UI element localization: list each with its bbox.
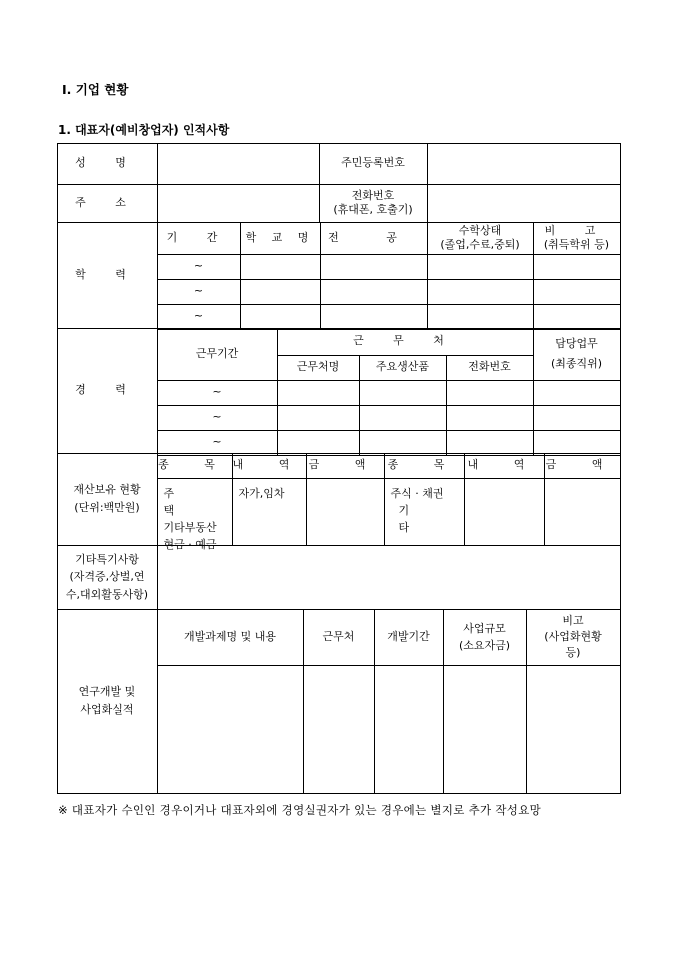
asset-header xyxy=(232,453,307,479)
footnote: ※ 대표자가 수인인 경우이거나 대표자외에 경영실권자가 있는 경우에는 별지로 추가 작성요망 xyxy=(58,803,542,817)
asset-header-label: 금 액 xyxy=(545,458,619,472)
asset-left-detail[interactable] xyxy=(232,478,307,546)
asset-left-item: 주 택 xyxy=(163,486,197,517)
career-period-field[interactable]: ~ xyxy=(157,380,278,406)
asset-left-item: 기타부동산 xyxy=(163,520,217,534)
edu-period-field[interactable]: ~ xyxy=(157,304,241,330)
field-name[interactable] xyxy=(157,143,320,185)
edu-header-period: 기 간 xyxy=(157,222,241,255)
edu-period-field[interactable]: ~ xyxy=(157,279,241,305)
asset-left-detail-text: 자가,임차 xyxy=(238,486,285,500)
career-header-company: 근무처명 xyxy=(277,355,360,381)
field-other[interactable] xyxy=(157,545,621,610)
career-field[interactable] xyxy=(359,380,447,406)
career-field[interactable] xyxy=(359,405,447,431)
label-other: 기타특기사항 (자격증,상벌,연 수,대외활동사항) xyxy=(57,545,158,610)
field-address[interactable] xyxy=(157,184,320,223)
career-header-duty: 담당업무 (최종직위) xyxy=(533,328,621,381)
edu-field[interactable] xyxy=(427,304,534,330)
career-field[interactable] xyxy=(446,380,534,406)
career-header-products: 주요생산품 xyxy=(359,355,447,381)
asset-header xyxy=(157,453,233,479)
rnd-field-scale[interactable] xyxy=(443,665,527,794)
edu-header-note: 비 고 (취득학위 등) xyxy=(533,222,621,255)
asset-header-label: 금 액 xyxy=(308,458,382,472)
label-name: 성 명 xyxy=(57,143,158,185)
edu-field[interactable] xyxy=(533,279,621,305)
edu-field[interactable] xyxy=(240,254,321,280)
edu-period-field[interactable]: ~ xyxy=(157,254,241,280)
label-phone: 전화번호 (휴대폰, 호출기) xyxy=(319,184,428,223)
career-field[interactable] xyxy=(446,405,534,431)
career-field[interactable] xyxy=(533,380,621,406)
edu-field[interactable] xyxy=(240,279,321,305)
career-field[interactable] xyxy=(533,405,621,431)
asset-header xyxy=(464,453,545,479)
rnd-header-period: 개발기간 xyxy=(374,609,444,666)
asset-left-amount[interactable] xyxy=(306,478,385,546)
asset-header xyxy=(384,453,465,479)
edu-field[interactable] xyxy=(427,254,534,280)
section-title: 1. 대표자(예비창업자) 인적사항 xyxy=(58,123,230,137)
rnd-header-workplace: 근무처 xyxy=(303,609,375,666)
label-rnd: 연구개발 및 사업화실적 xyxy=(57,609,158,794)
asset-header-label: 내 역 xyxy=(467,458,541,472)
page-heading: Ⅰ. 기업 현황 xyxy=(62,82,129,97)
career-header-period: 근무기간 xyxy=(157,328,278,381)
asset-header-label: 종 목 xyxy=(387,458,461,472)
label-rrn: 주민등록번호 xyxy=(319,143,428,185)
edu-header-major: 전 공 xyxy=(320,222,428,255)
label-career: 경 력 xyxy=(57,328,158,454)
edu-field[interactable] xyxy=(533,254,621,280)
career-field[interactable] xyxy=(277,405,360,431)
asset-right-amount[interactable] xyxy=(544,478,621,546)
asset-left-items xyxy=(157,478,233,551)
rnd-field-note[interactable] xyxy=(526,665,621,794)
rnd-field-period[interactable] xyxy=(374,665,444,794)
asset-right-detail[interactable] xyxy=(464,478,545,546)
career-header-workplace: 근 무 처 xyxy=(277,328,534,356)
field-rrn[interactable] xyxy=(427,143,621,185)
rnd-header-note: 비고 (사업화현황 등) xyxy=(526,609,621,666)
label-education: 학 력 xyxy=(57,222,158,329)
career-field[interactable] xyxy=(277,380,360,406)
edu-field[interactable] xyxy=(240,304,321,330)
career-period-field[interactable]: ~ xyxy=(157,430,278,456)
asset-left-item: 현금 · 예금 xyxy=(163,537,217,551)
edu-field[interactable] xyxy=(320,279,428,305)
asset-right-item: 주식 · 채권 xyxy=(390,486,444,500)
edu-field[interactable] xyxy=(320,304,428,330)
rnd-header-project: 개발과제명 및 내용 xyxy=(157,609,304,666)
field-phone[interactable] xyxy=(427,184,621,223)
asset-header xyxy=(544,453,621,479)
asset-right-item: 기 타 xyxy=(398,503,436,534)
label-address: 주 소 xyxy=(57,184,158,223)
asset-header-label: 종 목 xyxy=(158,458,231,472)
career-period-field[interactable]: ~ xyxy=(157,405,278,431)
edu-field[interactable] xyxy=(320,254,428,280)
label-assets: 재산보유 현황 (단위:백만원) xyxy=(57,453,158,546)
career-header-phone: 전화번호 xyxy=(446,355,534,381)
edu-header-status: 수학상태 (졸업,수료,중퇴) xyxy=(427,222,534,255)
asset-right-items xyxy=(384,478,465,546)
rnd-field-project[interactable] xyxy=(157,665,304,794)
asset-header-label: 내 역 xyxy=(232,458,306,472)
rnd-header-scale: 사업규모 (소요자금) xyxy=(443,609,527,666)
rnd-field-workplace[interactable] xyxy=(303,665,375,794)
edu-header-school: 학 교 명 xyxy=(240,222,321,255)
asset-header xyxy=(306,453,385,479)
edu-field[interactable] xyxy=(533,304,621,330)
edu-field[interactable] xyxy=(427,279,534,305)
